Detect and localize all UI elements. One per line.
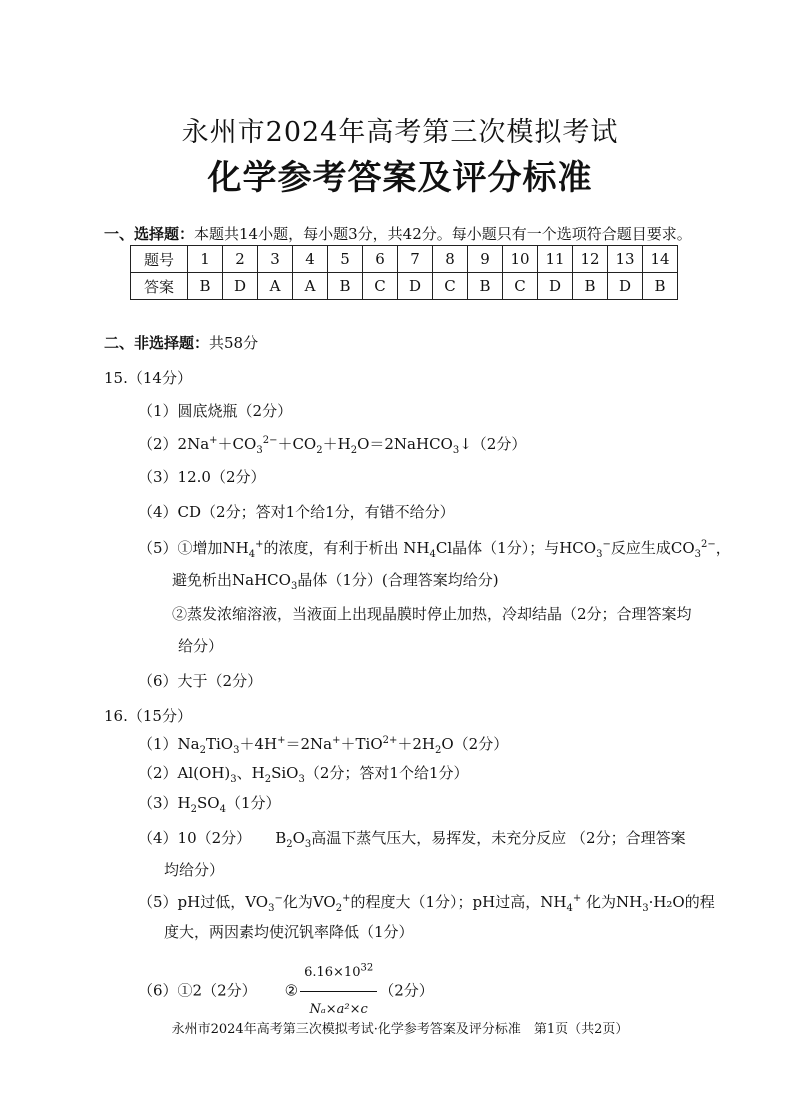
q15-title: 15.（14分） — [104, 369, 192, 387]
q16-part4b: 均给分） — [164, 861, 225, 879]
section1-heading: 一、选择题： — [104, 225, 195, 243]
answer-cell: A — [293, 273, 328, 300]
q15-part6: （6）大于（2分） — [138, 672, 263, 690]
question-number: 8 — [433, 246, 468, 273]
row-label-answer: 答案 — [131, 273, 188, 300]
table-row-answers — [131, 273, 678, 300]
question-number: 9 — [468, 246, 503, 273]
answer-cell: D — [223, 273, 258, 300]
question-number: 6 — [363, 246, 398, 273]
section1-desc: 本题共14小题，每小题3分，共42分。每小题只有一个选项符合题目要求。 — [194, 225, 692, 243]
question-number: 5 — [328, 246, 363, 273]
answer-cell: C — [503, 273, 538, 300]
row-label-question: 题号 — [131, 246, 188, 273]
question-number: 11 — [538, 246, 573, 273]
q15-part1: （1）圆底烧瓶（2分） — [138, 402, 293, 420]
question-number: 14 — [643, 246, 678, 273]
question-number: 2 — [223, 246, 258, 273]
answer-cell: B — [188, 273, 223, 300]
answer-cell: B — [573, 273, 608, 300]
answer-cell: C — [433, 273, 468, 300]
formula-fraction: $\frac{6.16\times 10^{32}}{\text{Nₐ×a²×c}}$ — [300, 956, 377, 1027]
question-number: 4 — [293, 246, 328, 273]
q15-part5d: 给分） — [178, 637, 224, 655]
question-number: 7 — [398, 246, 433, 273]
q16-title: 16.（15分） — [104, 707, 192, 725]
question-number: 3 — [258, 246, 293, 273]
answer-cell: D — [398, 273, 433, 300]
q15-part2: $(2)2Na^++CO_3^{2-}+CO_2+H_2O=2NaHCO_3↓(2$分） — [138, 435, 527, 456]
q16-part3: $(3)H_2SO_4(1$分） — [138, 794, 281, 815]
section1-line — [104, 224, 692, 244]
question-number: 1 — [188, 246, 223, 273]
question-number: 12 — [573, 246, 608, 273]
q16-part5a: （5）pH过低，$VO_3^-$化为$VO_2^+$的程度大（1分）；pH过高，$NH_4^+$ 化为$NH_3\cdot H_2O$的程 — [138, 893, 715, 914]
answer-cell: D — [538, 273, 573, 300]
q16-part2: $(2)Al(OH)_3$、$H_2SiO_3(2$分；答对1个给1分） — [138, 764, 469, 785]
answer-cell: B — [468, 273, 503, 300]
answer-cell: A — [258, 273, 293, 300]
question-number: 10 — [503, 246, 538, 273]
section2-desc: 共58分 — [209, 334, 259, 352]
section2-heading: 二、非选择题： — [104, 334, 210, 352]
answer-cell: B — [328, 273, 363, 300]
q15-part5c: ②蒸发浓缩溶液，当液面上出现晶膜时停止加热，冷却结晶（2分；合理答案均 — [172, 605, 692, 623]
q15-part5a: （5）①增加$NH_4^+$的浓度，有利于析出 $NH_4Cl$晶体（1分）；与$HCO_3^-$反应生成$CO_3^{2-}$， — [138, 539, 731, 560]
q16-part1: $(1)Na_2TiO_3+4H^+=2Na^++TiO^{2+}+2H_2O(2$分） — [138, 735, 509, 756]
question-number: 13 — [608, 246, 643, 273]
page-footer: 永州市2024年高考第三次模拟考试·化学参考答案及评分标准 第1页（共2页） — [171, 1022, 629, 1037]
answer-table — [130, 245, 678, 300]
q16-part4a: （4）10（2分） $B_2O_3$高温下蒸气压大，易挥发，未充分反应 （2分；合理答案 — [138, 829, 686, 850]
answer-cell: B — [643, 273, 678, 300]
table-row-numbers — [131, 246, 678, 273]
exam-title: 永州市2024年高考第三次模拟考试 — [181, 117, 619, 148]
q15-part5b: 避免析出NaHCO$_3$晶体（1分）(合理答案均给分) — [172, 571, 499, 592]
answer-cell: D — [608, 273, 643, 300]
answer-cell: C — [363, 273, 398, 300]
q15-part4: （4）CD（2分；答对1个给1分，有错不给分） — [138, 503, 455, 521]
section2-line — [104, 333, 258, 353]
q16-part6: （6）①2（2分） ② $\frac{6.16\times 10^{32}}{\text{Nₐ×a²×c}}$ （2分） — [138, 956, 434, 1027]
q16-part5b: 度大，两因素均使沉钒率降低（1分） — [164, 923, 414, 941]
doc-title: 化学参考答案及评分标准 — [207, 158, 593, 198]
q15-part3: （3）12.0（2分） — [138, 468, 266, 486]
